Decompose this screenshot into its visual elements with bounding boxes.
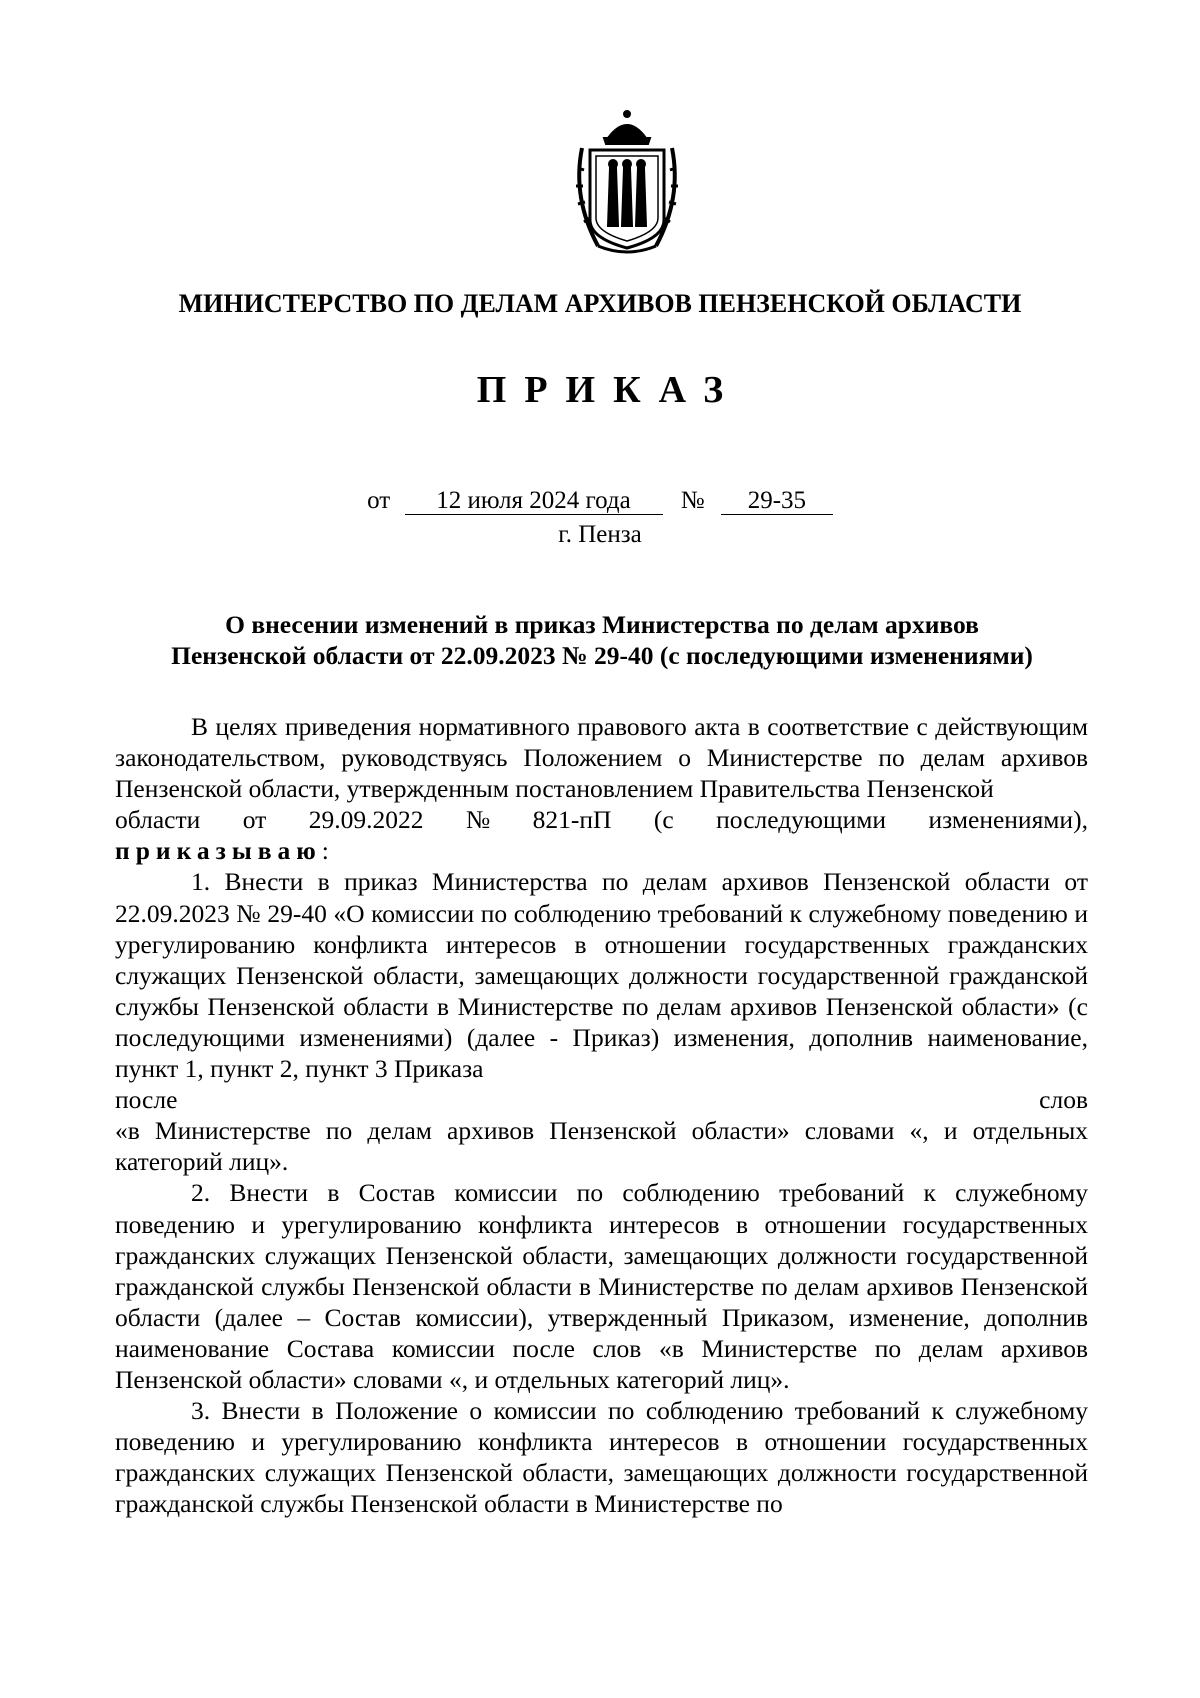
paragraph-1-spread-line	[115, 1084, 1088, 1115]
intro-word: области	[115, 805, 201, 835]
ministry-name: МИНИСТЕРСТВО ПО ДЕЛАМ АРХИВОВ ПЕНЗЕНСКОЙ ОБЛАСТИ	[178, 289, 1022, 318]
intro-paragraph: В целях приведения нормативного правового акта в соответствие с действующим законодательством, руководствуясь Положением о Министерстве по делам архивов Пензенской области, утвержденным постановлением Правительства Пензенской	[115, 712, 1088, 804]
order-subject	[132, 609, 1072, 671]
intro-word: последующими	[716, 805, 887, 835]
from-label: от	[367, 487, 391, 514]
order-date: 12 июля 2024 года	[405, 488, 663, 515]
intro-last-line	[115, 804, 1088, 835]
document-type-title: ПРИКАЗ	[476, 369, 742, 411]
intro-word: изменениями),	[928, 805, 1088, 835]
city: г. Пенза	[558, 521, 642, 548]
order-word: приказываю	[115, 836, 322, 866]
order-body	[115, 711, 1088, 1519]
order-colon: :	[321, 836, 329, 866]
subject-line-1: О внесении изменений в приказ Министерства по делам архивов	[225, 610, 979, 639]
subject-line-2: Пензенской области от 22.09.2023 № 29-40 (с последующими изменениями)	[171, 641, 1033, 670]
order-number: 29-35	[721, 488, 833, 515]
paragraph-3: 3. Внести в Положение о комиссии по соблюдению требований к служебному поведению и урегулированию конфликта интересов в отношении государственных гражданских служащих Пензенской области, замещающих должности государственной гражданской службы Пензенской области в Министерстве по	[115, 1396, 1088, 1519]
intro-word: от	[242, 805, 267, 835]
paragraph-1-tail: «в Министерстве по делам архивов Пензенской области» словами «, и отдельных категорий лиц».	[115, 1116, 1088, 1177]
order-word-line	[115, 835, 1088, 866]
p1-after-right: слов	[1039, 1085, 1088, 1115]
p1-after-left: после	[115, 1085, 178, 1115]
order-date-number-line	[0, 486, 1200, 516]
coat-of-arms-emblem	[568, 108, 686, 258]
paragraph-1: 1. Внести в приказ Министерства по делам архивов Пензенской области от 22.09.2023 № 29-40 «О комиссии по соблюдению требований к служебному поведению и урегулированию конфликта интересов в отношении государственных гражданских служащих Пензенской области, замещающих должности государственной гражданской службы Пензенской области в Министерстве по делам архивов Пензенской области» (с последующими изменениями) (далее - Приказ) изменения, дополнив наименование, пункт 1, пункт 2, пункт 3 Приказа	[115, 867, 1088, 1084]
intro-word: №	[465, 805, 491, 835]
paragraph-2: 2. Внести в Состав комиссии по соблюдению требований к служебному поведению и урегулированию конфликта интересов в отношении государственных гражданских служащих Пензенской области, замещающих должности государственной гражданской службы Пензенской области в Министерстве по делам архивов Пензенской области (далее – Состав комиссии), утвержденный Приказом, изменение, дополнив наименование Состава комиссии после слов «в Министерстве по делам архивов Пензенской области» словами «, и отдельных категорий лиц».	[115, 1178, 1088, 1394]
intro-word: 821-пП	[532, 805, 612, 835]
intro-word: 29.09.2022	[308, 805, 424, 835]
number-label: №	[680, 487, 705, 514]
intro-word: (с	[653, 805, 674, 835]
